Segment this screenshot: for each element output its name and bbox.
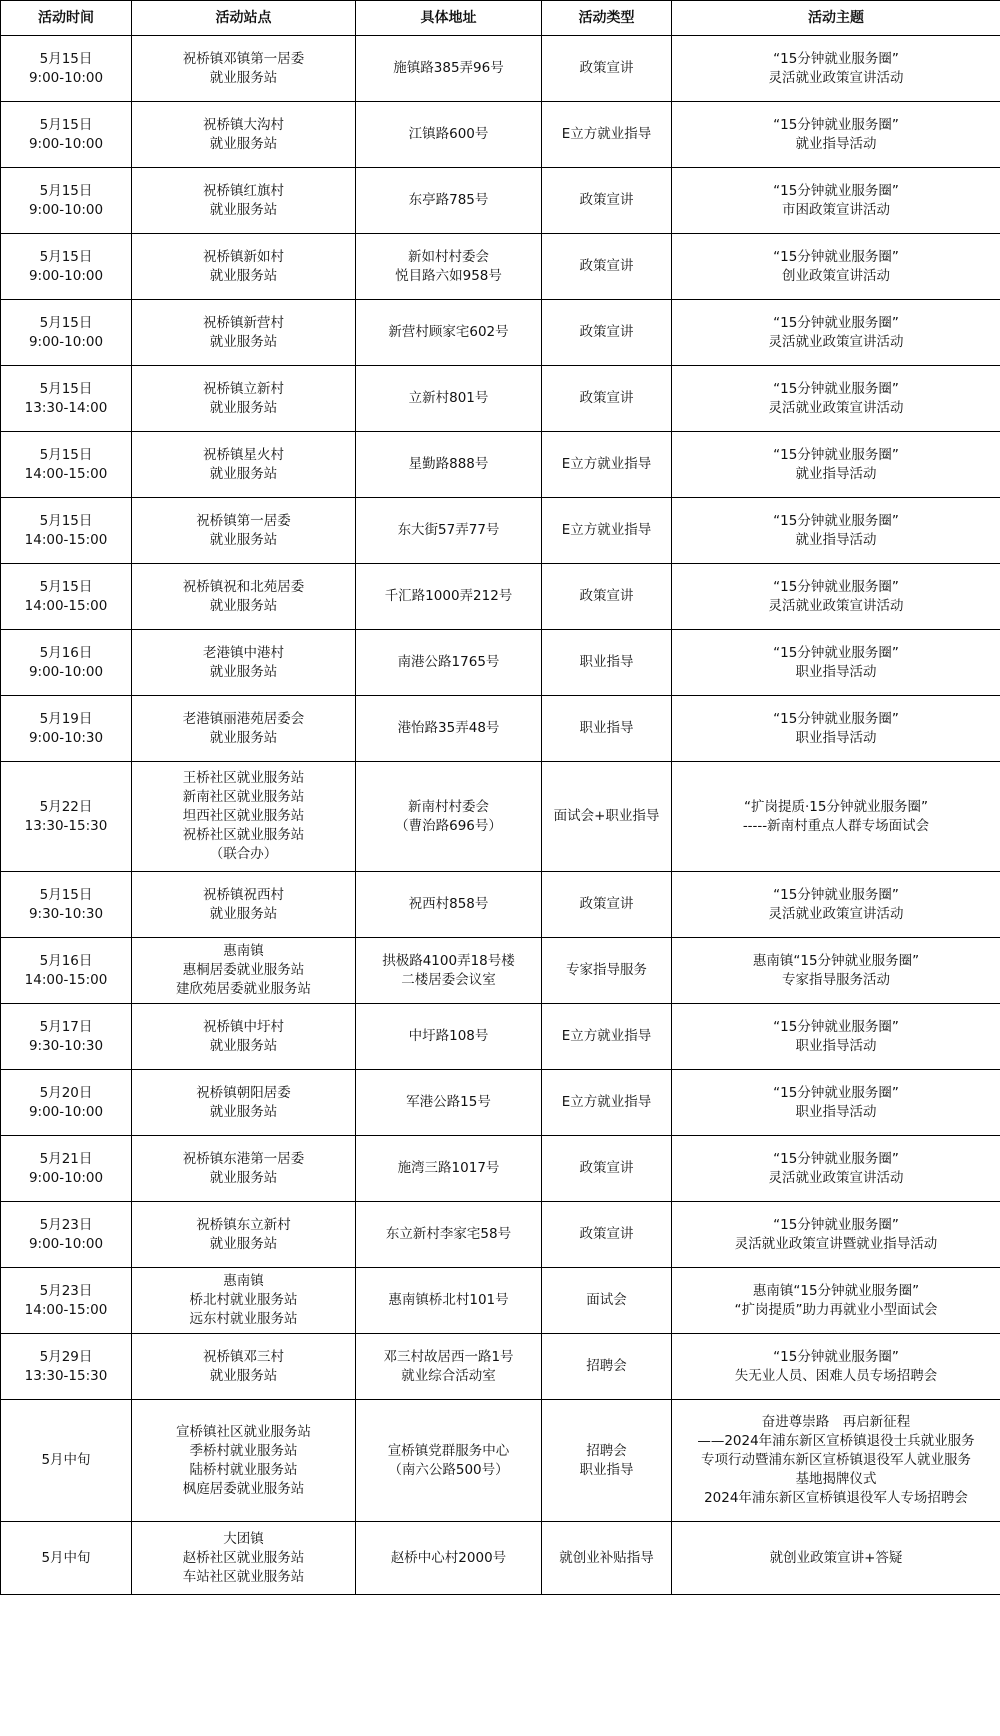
cell-time: 5月15日 9:30-10:30 [1, 872, 132, 938]
cell-type: 政策宣讲 [542, 366, 672, 432]
header-theme: 活动主题 [672, 1, 1000, 36]
cell-type: 招聘会 [542, 1334, 672, 1400]
table-row [1, 1268, 1000, 1334]
cell-address: 东亭路785号 [356, 168, 542, 234]
cell-type: 职业指导 [542, 630, 672, 696]
cell-time: 5月中旬 [1, 1522, 132, 1595]
cell-time: 5月15日 9:00-10:00 [1, 36, 132, 102]
cell-theme: “15分钟就业服务圈” 市困政策宣讲活动 [672, 168, 1000, 234]
cell-theme: “15分钟就业服务圈” 职业指导活动 [672, 696, 1000, 762]
cell-type: 招聘会 职业指导 [542, 1400, 672, 1522]
cell-site: 祝桥镇祝和北苑居委 就业服务站 [132, 564, 356, 630]
cell-address: 东立新村李家宅58号 [356, 1202, 542, 1268]
cell-type: E立方就业指导 [542, 1070, 672, 1136]
table-row [1, 1522, 1000, 1595]
cell-site: 祝桥镇立新村 就业服务站 [132, 366, 356, 432]
cell-time: 5月16日 9:00-10:00 [1, 630, 132, 696]
cell-site: 王桥社区就业服务站 新南社区就业服务站 坦西社区就业服务站 祝桥社区就业服务站 （联合办） [132, 762, 356, 872]
cell-type: 政策宣讲 [542, 564, 672, 630]
header-time: 活动时间 [1, 1, 132, 36]
cell-address: 邓三村故居西一路1号 就业综合活动室 [356, 1334, 542, 1400]
cell-theme: “15分钟就业服务圈” 就业指导活动 [672, 102, 1000, 168]
cell-time: 5月中旬 [1, 1400, 132, 1522]
cell-type: 就创业补贴指导 [542, 1522, 672, 1595]
header-type: 活动类型 [542, 1, 672, 36]
table-row [1, 1070, 1000, 1136]
table-row [1, 300, 1000, 366]
table-row [1, 168, 1000, 234]
cell-site: 祝桥镇大沟村 就业服务站 [132, 102, 356, 168]
cell-site: 祝桥镇东立新村 就业服务站 [132, 1202, 356, 1268]
table-row [1, 366, 1000, 432]
cell-address: 祝西村858号 [356, 872, 542, 938]
table-row [1, 1334, 1000, 1400]
cell-theme: “15分钟就业服务圈” 就业指导活动 [672, 432, 1000, 498]
cell-site: 祝桥镇祝西村 就业服务站 [132, 872, 356, 938]
cell-site: 祝桥镇新如村 就业服务站 [132, 234, 356, 300]
cell-type: 政策宣讲 [542, 1202, 672, 1268]
cell-address: 军港公路15号 [356, 1070, 542, 1136]
cell-site: 大团镇 赵桥社区就业服务站 车站社区就业服务站 [132, 1522, 356, 1595]
cell-theme: “15分钟就业服务圈” 灵活就业政策宣讲活动 [672, 564, 1000, 630]
cell-time: 5月15日 13:30-14:00 [1, 366, 132, 432]
cell-address: 立新村801号 [356, 366, 542, 432]
table-row [1, 630, 1000, 696]
cell-time: 5月15日 9:00-10:00 [1, 168, 132, 234]
table-row [1, 36, 1000, 102]
cell-address: 新南村村委会 （曹治路696号） [356, 762, 542, 872]
cell-site: 祝桥镇中圩村 就业服务站 [132, 1004, 356, 1070]
cell-type: 政策宣讲 [542, 872, 672, 938]
cell-time: 5月15日 9:00-10:00 [1, 234, 132, 300]
cell-type: E立方就业指导 [542, 1004, 672, 1070]
cell-type: 政策宣讲 [542, 1136, 672, 1202]
header-address: 具体地址 [356, 1, 542, 36]
cell-address: 千汇路1000弄212号 [356, 564, 542, 630]
table-row [1, 1136, 1000, 1202]
cell-theme: 就创业政策宣讲+答疑 [672, 1522, 1000, 1595]
cell-site: 惠南镇 惠桐居委就业服务站 建欣苑居委就业服务站 [132, 938, 356, 1004]
cell-type: 专家指导服务 [542, 938, 672, 1004]
table-header-row [1, 1, 1000, 36]
cell-time: 5月17日 9:30-10:30 [1, 1004, 132, 1070]
cell-type: 职业指导 [542, 696, 672, 762]
cell-address: 东大街57弄77号 [356, 498, 542, 564]
cell-address: 施湾三路1017号 [356, 1136, 542, 1202]
cell-time: 5月16日 14:00-15:00 [1, 938, 132, 1004]
cell-theme: “15分钟就业服务圈” 灵活就业政策宣讲暨就业指导活动 [672, 1202, 1000, 1268]
cell-address: 惠南镇桥北村101号 [356, 1268, 542, 1334]
cell-theme: “扩岗提质·15分钟就业服务圈” -----新南村重点人群专场面试会 [672, 762, 1000, 872]
cell-type: 政策宣讲 [542, 168, 672, 234]
cell-theme: “15分钟就业服务圈” 灵活就业政策宣讲活动 [672, 36, 1000, 102]
cell-theme: “15分钟就业服务圈” 职业指导活动 [672, 630, 1000, 696]
cell-site: 老港镇中港村 就业服务站 [132, 630, 356, 696]
cell-type: 面试会 [542, 1268, 672, 1334]
cell-time: 5月15日 14:00-15:00 [1, 498, 132, 564]
cell-theme: 惠南镇“15分钟就业服务圈” “扩岗提质”助力再就业小型面试会 [672, 1268, 1000, 1334]
cell-time: 5月15日 14:00-15:00 [1, 432, 132, 498]
cell-address: 港怡路35弄48号 [356, 696, 542, 762]
cell-time: 5月23日 9:00-10:00 [1, 1202, 132, 1268]
cell-site: 宣桥镇社区就业服务站 季桥村就业服务站 陆桥村就业服务站 枫庭居委就业服务站 [132, 1400, 356, 1522]
cell-type: E立方就业指导 [542, 102, 672, 168]
cell-address: 新营村顾家宅602号 [356, 300, 542, 366]
cell-theme: 惠南镇“15分钟就业服务圈” 专家指导服务活动 [672, 938, 1000, 1004]
cell-site: 祝桥镇红旗村 就业服务站 [132, 168, 356, 234]
cell-site: 祝桥镇邓三村 就业服务站 [132, 1334, 356, 1400]
table-row [1, 102, 1000, 168]
cell-address: 星勤路888号 [356, 432, 542, 498]
cell-time: 5月29日 13:30-15:30 [1, 1334, 132, 1400]
cell-address: 赵桥中心村2000号 [356, 1522, 542, 1595]
cell-site: 惠南镇 桥北村就业服务站 远东村就业服务站 [132, 1268, 356, 1334]
cell-time: 5月20日 9:00-10:00 [1, 1070, 132, 1136]
cell-theme: “15分钟就业服务圈” 灵活就业政策宣讲活动 [672, 300, 1000, 366]
cell-address: 施镇路385弄96号 [356, 36, 542, 102]
cell-theme: “15分钟就业服务圈” 灵活就业政策宣讲活动 [672, 366, 1000, 432]
cell-theme: “15分钟就业服务圈” 职业指导活动 [672, 1070, 1000, 1136]
cell-type: E立方就业指导 [542, 432, 672, 498]
cell-address: 南港公路1765号 [356, 630, 542, 696]
table-row [1, 432, 1000, 498]
cell-type: 政策宣讲 [542, 36, 672, 102]
cell-time: 5月22日 13:30-15:30 [1, 762, 132, 872]
cell-time: 5月23日 14:00-15:00 [1, 1268, 132, 1334]
table-row [1, 938, 1000, 1004]
cell-site: 祝桥镇星火村 就业服务站 [132, 432, 356, 498]
cell-address: 江镇路600号 [356, 102, 542, 168]
table-row [1, 872, 1000, 938]
table-row [1, 1202, 1000, 1268]
cell-time: 5月15日 14:00-15:00 [1, 564, 132, 630]
table-row [1, 234, 1000, 300]
table-row [1, 762, 1000, 872]
cell-address: 拱极路4100弄18号楼 二楼居委会议室 [356, 938, 542, 1004]
cell-address: 新如村村委会 悦目路六如958号 [356, 234, 542, 300]
cell-type: 政策宣讲 [542, 234, 672, 300]
header-site: 活动站点 [132, 1, 356, 36]
cell-theme: “15分钟就业服务圈” 灵活就业政策宣讲活动 [672, 872, 1000, 938]
cell-time: 5月21日 9:00-10:00 [1, 1136, 132, 1202]
cell-site: 祝桥镇东港第一居委 就业服务站 [132, 1136, 356, 1202]
table-row [1, 1400, 1000, 1522]
cell-theme: “15分钟就业服务圈” 灵活就业政策宣讲活动 [672, 1136, 1000, 1202]
cell-type: 政策宣讲 [542, 300, 672, 366]
cell-site: 祝桥镇朝阳居委 就业服务站 [132, 1070, 356, 1136]
cell-type: 面试会+职业指导 [542, 762, 672, 872]
cell-time: 5月15日 9:00-10:00 [1, 102, 132, 168]
cell-theme: 奋进尊崇路 再启新征程 ——2024年浦东新区宣桥镇退役士兵就业服务 专项行动暨浦东新区宣桥镇退役军人就业服务 基地揭牌仪式 2024年浦东新区宣桥镇退役军人专场招聘会 [672, 1400, 1000, 1522]
table-row [1, 1004, 1000, 1070]
cell-address: 中圩路108号 [356, 1004, 542, 1070]
cell-theme: “15分钟就业服务圈” 创业政策宣讲活动 [672, 234, 1000, 300]
cell-time: 5月19日 9:00-10:30 [1, 696, 132, 762]
cell-theme: “15分钟就业服务圈” 职业指导活动 [672, 1004, 1000, 1070]
cell-theme: “15分钟就业服务圈” 就业指导活动 [672, 498, 1000, 564]
cell-type: E立方就业指导 [542, 498, 672, 564]
cell-site: 祝桥镇邓镇第一居委 就业服务站 [132, 36, 356, 102]
cell-site: 祝桥镇第一居委 就业服务站 [132, 498, 356, 564]
cell-site: 老港镇丽港苑居委会 就业服务站 [132, 696, 356, 762]
cell-site: 祝桥镇新营村 就业服务站 [132, 300, 356, 366]
cell-theme: “15分钟就业服务圈” 失无业人员、困难人员专场招聘会 [672, 1334, 1000, 1400]
cell-address: 宣桥镇党群服务中心 （南六公路500号） [356, 1400, 542, 1522]
table-row [1, 498, 1000, 564]
table-row [1, 696, 1000, 762]
table-row [1, 564, 1000, 630]
cell-time: 5月15日 9:00-10:00 [1, 300, 132, 366]
